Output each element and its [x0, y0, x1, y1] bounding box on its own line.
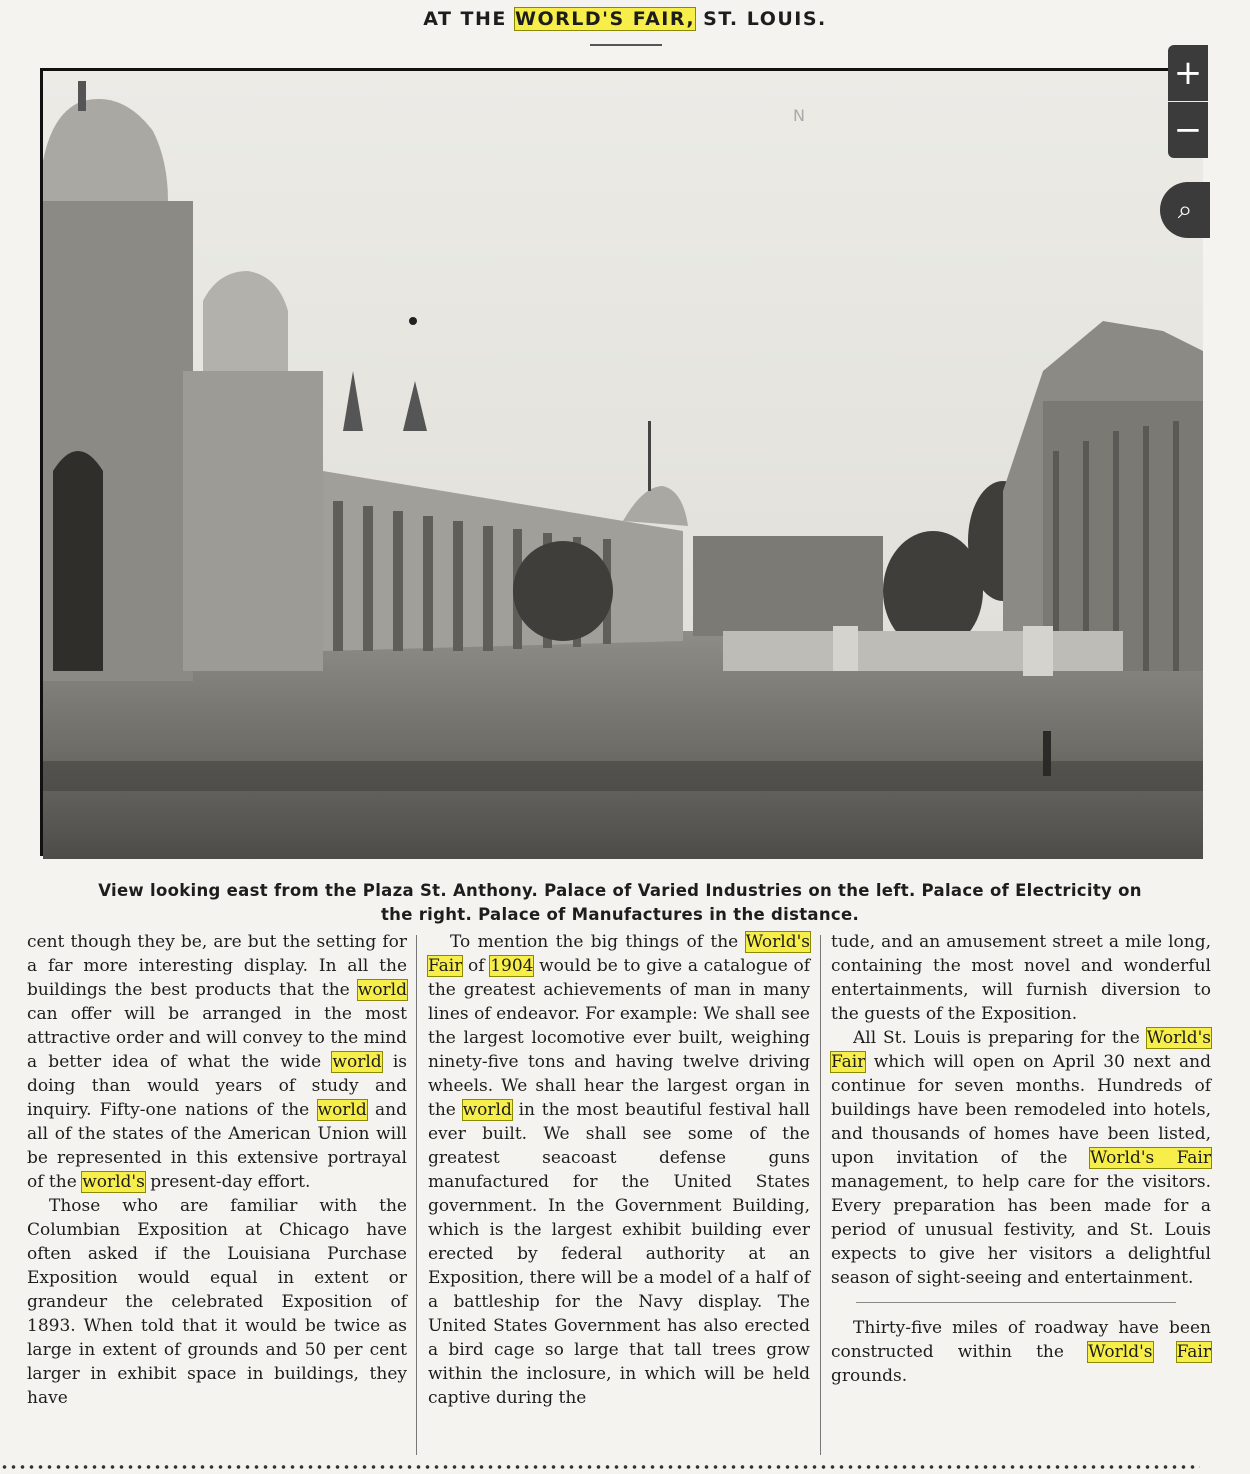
caption-line-2: the right. Palace of Manufactures in the distance. — [380, 905, 860, 924]
photo-watermark: N — [793, 106, 805, 125]
search-hit-headline[interactable]: WORLD'S FAIR, — [515, 8, 696, 30]
page-bottom-edge — [0, 1463, 1200, 1471]
search-hit-worlds-fair[interactable]: World's Fair — [831, 1028, 1211, 1072]
section-divider — [856, 1302, 1176, 1303]
photo-caption — [30, 879, 1210, 927]
search-hit-world[interactable]: world — [332, 1052, 382, 1072]
minus-icon: − — [1173, 110, 1203, 150]
search-button[interactable] — [1160, 182, 1210, 238]
article-column-2 — [428, 930, 810, 1462]
col3-paragraph-2: All St. Louis is preparing for the World's Fair which will open on April 30 next and continue for seven months. Hundreds of buildings have been remodeled into hotels, and thousands of homes have been listed, upon invitation of the World's Fair management, to help care for the visitors. Every preparation has been made for a period of unusual festivity, and St. Louis expects to give her visitors a delightful season of sight-seeing and entertainment. — [831, 1028, 1211, 1288]
column-rule-1 — [416, 935, 417, 1455]
search-hit-worlds[interactable]: world's — [82, 1172, 145, 1192]
headline — [0, 8, 1250, 30]
search-hit-world[interactable]: world — [462, 1100, 512, 1120]
headline-prefix: AT THE — [423, 8, 507, 30]
photo-illustration — [43, 71, 1203, 859]
col2-paragraph-1: To mention the big things of the World's Fair of 1904 would be to give a catalogue of the greatest achievements of man in many lines of endeavor. For example: We shall see the largest locomotive ever built, weighing ninety-five tons and having twelve driving wheels. We shall hear the largest organ in the world in the most beautiful festival hall ever built. We shall see some of the greatest seacoast defense guns manufactured for the United States government. In the Government Building, which is the largest exhibit building ever erected by federal authority at an Exposition, there will be a model of a half of a battleship for the Navy display. The United States Government has also erected a bird cage so large that tall trees grow within the inclosure, in which will be held captive during the — [428, 932, 810, 1408]
fair-photograph — [40, 68, 1200, 856]
search-hit-worlds[interactable]: World's — [1088, 1342, 1153, 1362]
zoom-in-button[interactable] — [1168, 45, 1208, 101]
search-hit-world[interactable]: world — [317, 1100, 367, 1120]
col3-paragraph-3: Thirty-five miles of roadway have been constructed within the World's Fair grounds. — [831, 1318, 1211, 1386]
zoom-out-button[interactable] — [1168, 102, 1208, 158]
caption-line-1: View looking east from the Plaza St. Anthony. Palace of Varied Industries on the left. Palace of Electricity on — [98, 881, 1142, 900]
column-rule-2 — [820, 935, 821, 1455]
balustrade — [723, 631, 1123, 671]
article-column-1 — [27, 930, 407, 1462]
article-column-3 — [831, 930, 1211, 1462]
search-hit-worlds-fair[interactable]: World's Fair — [1089, 1148, 1211, 1168]
plus-icon: + — [1173, 53, 1203, 93]
headline-suffix: ST. LOUIS. — [703, 8, 827, 30]
col3-paragraph-1: tude, and an amusement street a mile long, containing the most novel and wonderful entertainments, will furnish diversion to the guests of the Exposition. — [831, 932, 1211, 1024]
col1-paragraph-1: cent though they be, are but the setting for a far more interesting display. In all the buildings the best products that the world can offer will be arranged in the most attractive order and will convey to the mind a better idea of what the wide world is doing than would years of study and inquiry. Fifty-one nations of the world and all of the states of the American Union will be represented in this extensive portrayal of the world's present-day effort. — [27, 932, 407, 1192]
search-hit-1904[interactable]: 1904 — [490, 956, 534, 976]
col1-paragraph-2: Those who are familiar with the Columbian Exposition at Chicago have often asked if the Louisiana Purchase Exposition would equal in extent or grandeur the celebrated Exposition of 1893. When told that it would be twice as large in extent of grounds and 50 per cent larger in exhibit space in buildings, they have — [27, 1196, 407, 1408]
palace-of-manufactures — [693, 536, 883, 636]
search-icon: ⌕ — [1177, 195, 1193, 225]
search-hit-world[interactable]: world — [357, 980, 407, 1000]
search-hit-worlds-fair[interactable]: World's Fair — [428, 932, 810, 976]
search-hit-fair[interactable]: Fair — [1176, 1342, 1211, 1362]
headline-rule — [590, 44, 662, 46]
